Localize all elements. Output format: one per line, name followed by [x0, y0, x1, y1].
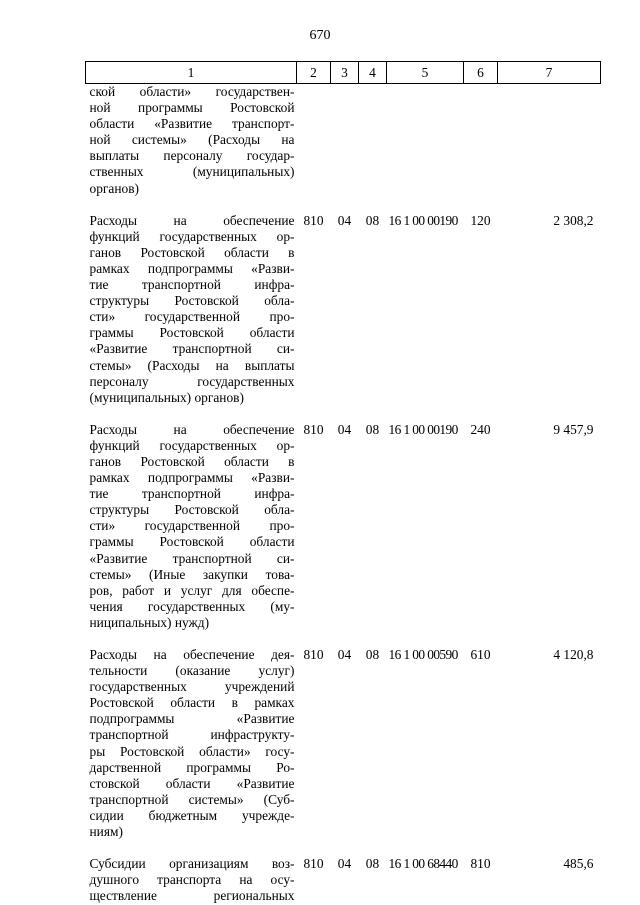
cell-target-article — [387, 84, 464, 197]
page-number: 670 — [309, 28, 331, 43]
description-line: ганов Ростовской области в — [89, 244, 295, 260]
description-line: ниям) — [89, 824, 123, 840]
cell-budget-code: 810 — [303, 212, 324, 228]
description-line: сти» государственной про- — [89, 309, 295, 325]
cell-section: 04 — [337, 856, 352, 872]
description-line: ской области» государствен- — [89, 84, 295, 99]
description-line: сидии бюджетным учрежде- — [89, 807, 295, 823]
description-line: выплаты персоналу государ- — [89, 148, 295, 164]
row-description — [86, 647, 297, 840]
description-line: ганов Ростовской области в — [89, 453, 295, 469]
column-header-6: 6 — [464, 62, 498, 84]
cell-amount: 9 457,9 — [553, 421, 594, 437]
description-line: ров, работ и услуг для обеспе- — [89, 582, 295, 598]
cell-budget-code: 810 — [303, 647, 324, 662]
row-description — [86, 84, 297, 197]
description-line: стовской области «Развитие — [89, 775, 295, 791]
cell-subsection: 08 — [365, 421, 380, 437]
description-line: транспортной системы» (Суб- — [89, 791, 295, 807]
description-line: ственных (муниципальных) — [89, 164, 295, 180]
cell-expense-type: 810 — [470, 856, 491, 872]
description-line: ществление региональных — [89, 888, 295, 904]
row-spacer — [86, 197, 601, 213]
cell-subsection: 08 — [365, 856, 380, 872]
description-line: тельности (оказание услуг) — [89, 663, 295, 679]
table-body — [86, 84, 601, 905]
row-description — [86, 422, 297, 631]
description-line: ной системы» (Расходы на — [89, 132, 295, 148]
description-line: области «Развитие транспорт- — [89, 116, 295, 132]
cell-expense-type: 240 — [470, 421, 491, 437]
description-line: рамках подпрограммы «Разви- — [89, 470, 295, 486]
description-line: дарственной программы Ро- — [89, 759, 295, 775]
cell-budget-code: 810 — [303, 856, 324, 872]
description-line: ниципальных) нужд) — [89, 614, 210, 630]
column-header-2: 2 — [297, 62, 331, 84]
description-line: душного транспорта на осу- — [89, 872, 295, 888]
table-row — [86, 84, 601, 197]
row-spacer-cell — [86, 631, 601, 647]
column-header-5: 5 — [387, 62, 464, 84]
column-header-4: 4 — [359, 62, 387, 84]
description-line: органов) — [89, 180, 139, 196]
column-header-7: 7 — [498, 62, 601, 84]
cell-expense-type: 610 — [470, 647, 491, 662]
row-description — [86, 213, 297, 406]
description-line: (муниципальных) органов) — [89, 389, 244, 405]
description-line: граммы Ростовской области — [89, 325, 295, 341]
row-spacer — [86, 406, 601, 422]
budget-table — [85, 61, 601, 904]
cell-section: 04 — [337, 212, 352, 228]
description-line: ры Ростовской области» госу- — [89, 743, 295, 759]
description-line: структуры Ростовской обла- — [89, 293, 295, 309]
description-line: ной программы Ростовской — [89, 100, 295, 116]
description-line: персоналу государственных — [89, 373, 295, 389]
description-line: Расходы на обеспечение — [89, 212, 295, 228]
cell-target-article: 16 1 00 68440 — [388, 856, 458, 872]
description-line: граммы Ростовской области — [89, 534, 295, 550]
description-line: подпрограммы «Развитие — [89, 711, 295, 727]
table-header-row — [86, 62, 601, 84]
cell-amount: 4 120,8 — [553, 647, 594, 662]
table-row — [86, 422, 601, 631]
description-line: «Развитие транспортной си- — [89, 550, 295, 566]
description-line: стемы» (Расходы на выплаты — [89, 357, 295, 373]
cell-budget-code: 810 — [303, 421, 324, 437]
cell-amount — [498, 84, 601, 197]
description-line: тие транспортной инфра- — [89, 486, 295, 502]
row-spacer-cell — [86, 406, 601, 422]
description-line: функций государственных ор- — [89, 437, 295, 453]
cell-target-article: 16 1 00 00190 — [388, 212, 458, 228]
description-line: Субсидии организациям воз- — [89, 856, 295, 872]
description-line: Ростовской области в рамках — [89, 695, 295, 711]
description-line: структуры Ростовской обла- — [89, 502, 295, 518]
description-line: функций государственных ор- — [89, 228, 295, 244]
description-line: сти» государственной про- — [89, 518, 295, 534]
description-line: рамках подпрограммы «Разви- — [89, 260, 295, 276]
cell-expense-type: 120 — [470, 212, 491, 228]
column-header-1: 1 — [86, 62, 297, 84]
description-line: стемы» (Иные закупки това- — [89, 566, 295, 582]
row-description — [86, 856, 297, 904]
cell-section — [331, 84, 359, 197]
row-spacer — [86, 631, 601, 647]
row-spacer — [86, 840, 601, 856]
description-line: государственных учреждений — [89, 679, 295, 695]
description-line: тие транспортной инфра- — [89, 277, 295, 293]
cell-budget-code — [297, 84, 331, 197]
description-line: Расходы на обеспечение — [89, 421, 295, 437]
cell-target-article: 16 1 00 00190 — [388, 421, 458, 437]
description-line: чения государственных (му- — [89, 598, 295, 614]
cell-amount: 2 308,2 — [553, 212, 594, 228]
description-line: Расходы на обеспечение дея- — [89, 647, 295, 662]
cell-subsection: 08 — [365, 647, 380, 662]
description-line: «Развитие транспортной си- — [89, 341, 295, 357]
cell-section: 04 — [337, 421, 352, 437]
description-line: транспортной инфраструкту- — [89, 727, 295, 743]
cell-amount: 485,6 — [563, 856, 594, 872]
cell-section: 04 — [337, 647, 352, 662]
cell-subsection: 08 — [365, 212, 380, 228]
row-spacer-cell — [86, 197, 601, 213]
row-spacer-cell — [86, 840, 601, 856]
table-row — [86, 856, 601, 904]
table-row — [86, 213, 601, 406]
column-header-3: 3 — [331, 62, 359, 84]
cell-target-article: 16 1 00 00590 — [388, 647, 458, 662]
cell-subsection — [359, 84, 387, 197]
cell-expense-type — [464, 84, 498, 197]
table-row — [86, 647, 601, 840]
